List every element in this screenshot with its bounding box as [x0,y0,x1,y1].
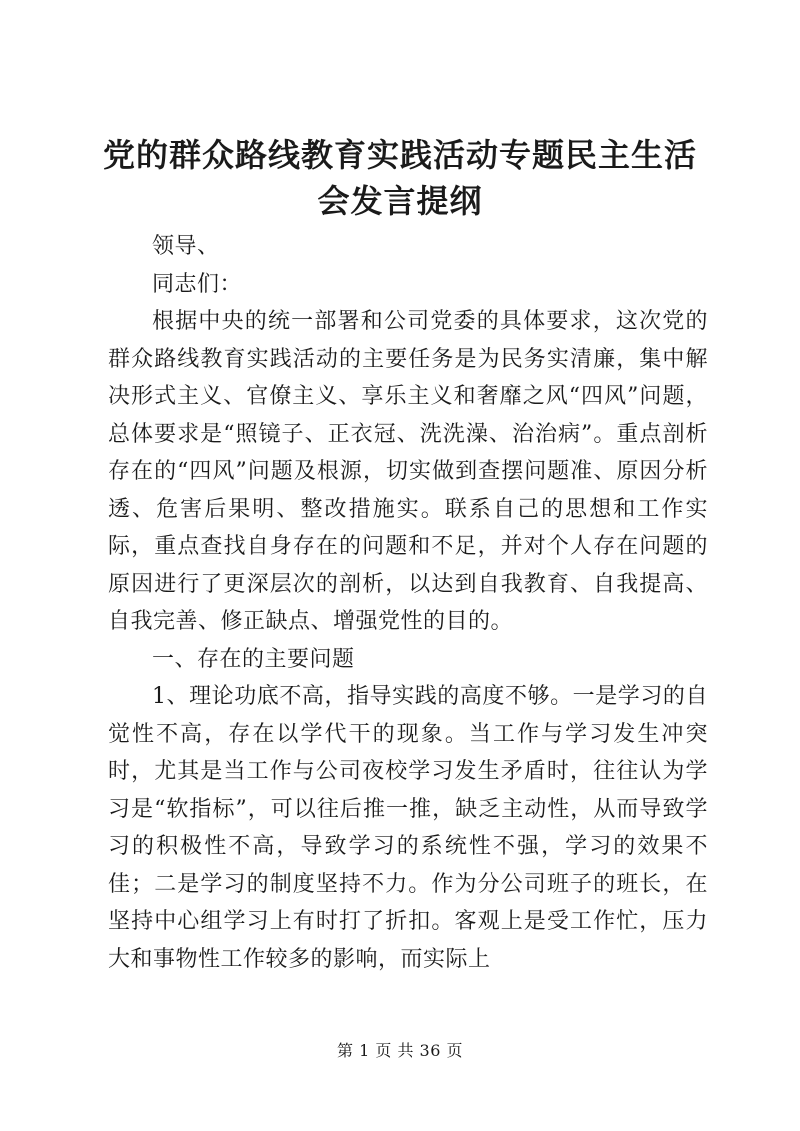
document-body [108,228,708,978]
section-heading: 一、存在的主要问题 [152,646,355,672]
document-title: 党的群众路线教育实践活动专题民主生活会发言提纲 [102,136,697,220]
page-footer: 第 1 页 共 36 页 [337,1041,463,1060]
intro-paragraph: 根据中央的统一部署和公司党委的具体要求，这次党的群众路线教育实践活动的主要任务是为民务实清廉，集中解决形式主义、官僚主义、享乐主义和奢靡之风“四风”问题，总体要求是“照镜子、正衣冠、洗洗澡、治治病”。重点剖析存在的“四风”问题及根源，切实做到查摆问题准、原因分析透、危害后果明、整改措施实。联系自己的思想和工作实际，重点查找自身存在的问题和不足，并对个人存在问题的原因进行了更深层次的剖析，以达到自我教育、自我提高、自我完善、修正缺点、增强党性的目的。 [108,309,708,634]
salutation-comrades: 同志们： [152,271,243,297]
problem-paragraph-1: 1、理论功底不高，指导实践的高度不够。一是学习的自觉性不高，存在以学代干的现象。当工作与学习发生冲突时，尤其是当工作与公司夜校学习发生矛盾时，往往认为学习是“软指标”，可以往后推一推，缺乏主动性，从而导致学习的积极性不高，导致学习的系统性不强，学习的效果不佳；二是学习的制度坚持不力。作为分公司班子的班长，在坚持中心组学习上有时打了折扣。客观上是受工作忙，压力大和事物性工作较多的影响，而实际上 [108,684,708,972]
salutation-leaders: 领导、 [152,234,220,259]
